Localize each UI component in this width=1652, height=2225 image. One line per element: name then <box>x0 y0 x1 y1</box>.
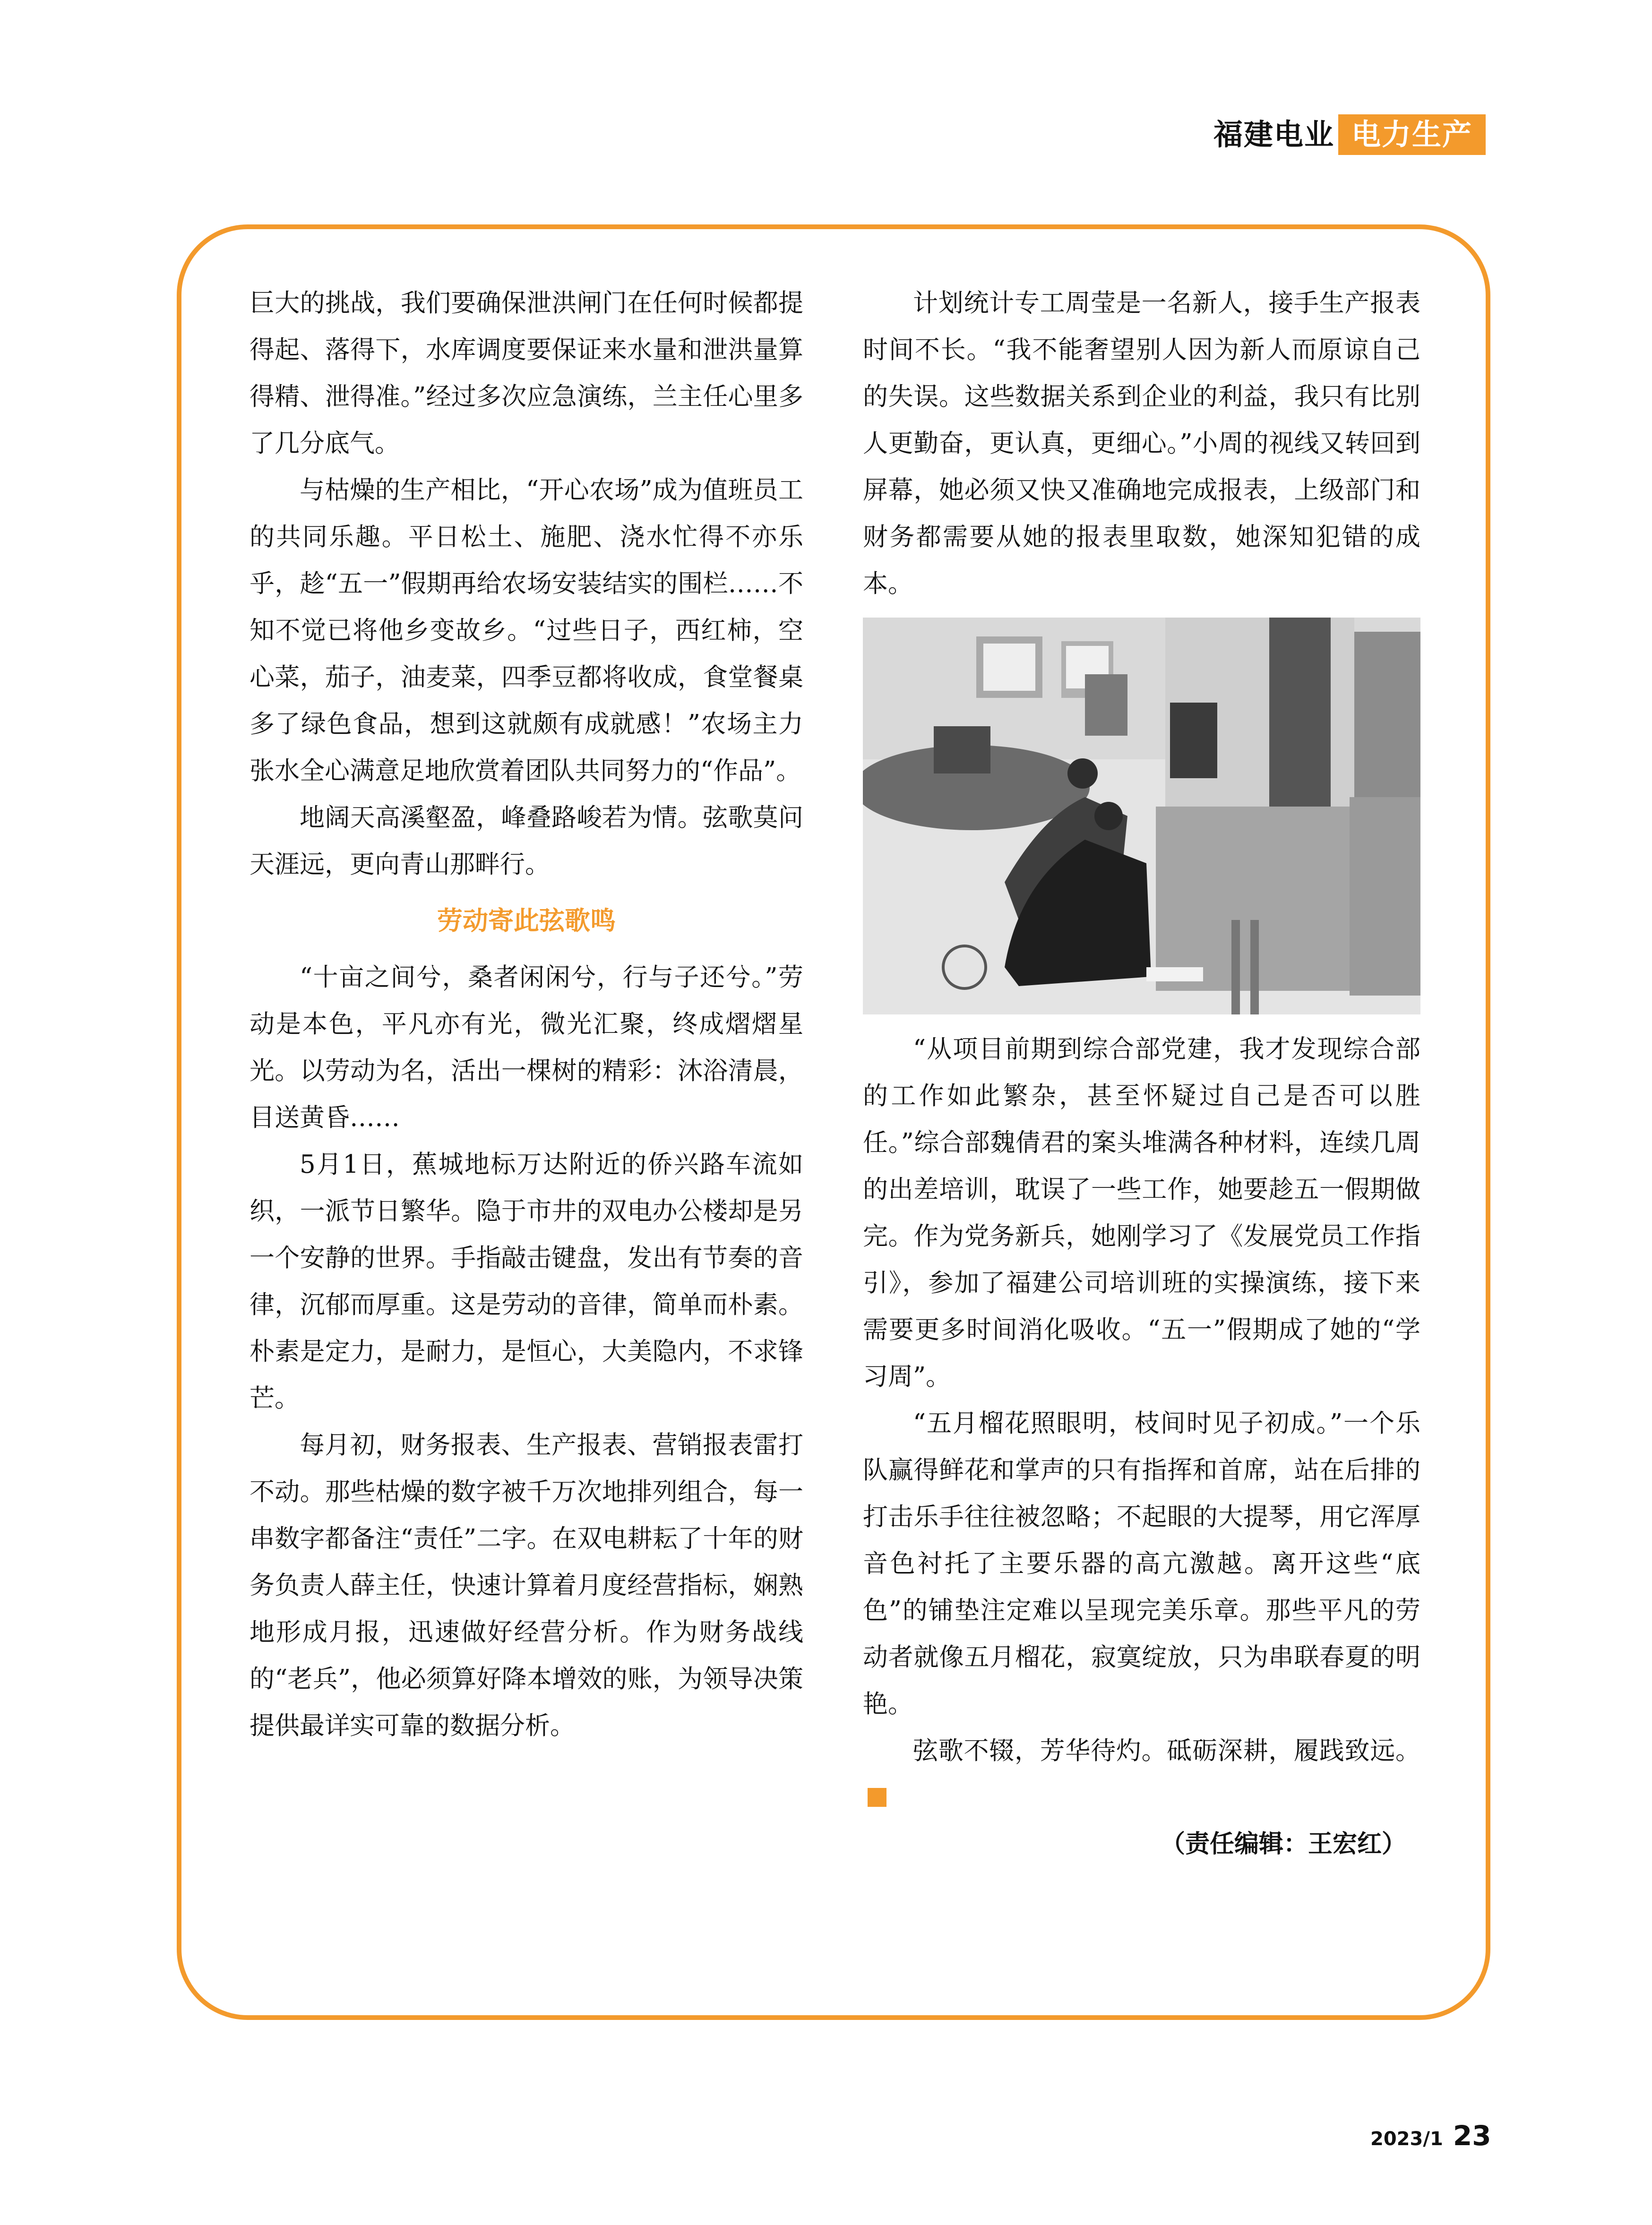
paragraph: “从项目前期到综合部党建，我才发现综合部的工作如此繁杂，甚至怀疑过自己是否可以胜任。”综合部魏倩君的案头堆满各种材料，连续几周的出差培训，耽误了一些工作，她要趁五一假期做完。作为党务新兵，她刚学习了《发展党员工作指引》，参加了福建公司培训班的实操演练，接下来需要更多时间消化吸收。“五一”假期成了她的“学习周”。 <box>863 1035 1420 1391</box>
end-mark-icon <box>868 1788 886 1807</box>
paragraph: 与枯燥的生产相比，“开心农场”成为值班员工的共同乐趣。平日松土、施肥、浇水忙得不亦乐乎，趁“五一”假期再给农场安装结实的围栏……不知不觉已将他乡变故乡。“过些日子，西红柿，空心菜，茄子，油麦菜，四季豆都将收成，食堂餐桌多了绿色食品，想到这就颇有成就感！”农场主力张水全心满意足地欣赏着团队共同努力的“作品”。 <box>250 476 803 785</box>
paragraph-text: 弦歌不辍，芳华待灼。砥砺深耕，履践致远。 <box>913 1736 1420 1765</box>
paragraph: 巨大的挑战，我们要确保泄洪闸门在任何时候都提得起、落得下，水库调度要保证来水量和泄洪量算得精、泄得准。”经过多次应急演练，兰主任心里多了几分底气。 <box>250 289 803 458</box>
paragraph: 5月1日，蕉城地标万达附近的侨兴路车流如织，一派节日繁华。隐于市井的双电办公楼却是另一个安静的世界。手指敲击键盘，发出有节奏的音律，沉郁而厚重。这是劳动的音律，简单而朴素。朴素是定力，是耐力，是恒心，大美隐内，不求锋芒。 <box>250 1150 803 1413</box>
right-column <box>863 280 1420 1868</box>
left-column <box>250 280 803 1749</box>
issue-number: 2023/1 <box>1370 2128 1443 2150</box>
paragraph: “十亩之间兮，桑者闲闲兮，行与子还兮。”劳动是本色，平凡亦有光，微光汇聚，终成熠熠星光。以劳动为名，活出一棵树的精彩：沐浴清晨，目送黄昏…… <box>250 963 803 1132</box>
paragraph: 计划统计专工周莹是一名新人，接手生产报表时间不长。“我不能奢望别人因为新人而原谅自己的失误。这些数据关系到企业的利益，我只有比别人更勤奋，更认真，更细心。”小周的视线又转回到屏幕，她必须又快又准确地完成报表，上级部门和财务都需要从她的报表里取数，她深知犯错的成本。 <box>863 289 1420 598</box>
editor-credit: （责任编辑：王宏红） <box>1160 1830 1406 1858</box>
page-number: 23 <box>1453 2120 1491 2152</box>
section-heading: 劳动寄此弦歌鸣 <box>437 906 616 936</box>
page-footer <box>1370 2117 1491 2155</box>
magazine-name: 福建电业 <box>1213 117 1335 152</box>
paragraph: 地阔天高溪壑盈，峰叠路峻若为情。弦歌莫问天涯远，更向青山那畔行。 <box>250 803 803 879</box>
workers-photo <box>863 618 1420 1014</box>
photo-illustration <box>863 618 1420 1014</box>
paragraph: 每月初，财务报表、生产报表、营销报表雷打不动。那些枯燥的数字被千万次地排列组合，每一串数字都备注“责任”二字。在双电耕耘了十年的财务负责人薛主任，快速计算着月度经营指标，娴熟地形成月报，迅速做好经营分析。作为财务战线的“老兵”，他必须算好降本增效的账，为领导决策提供最详实可靠的数据分析。 <box>250 1431 803 1740</box>
paragraph <box>863 1727 1420 1821</box>
section-label: 电力生产 <box>1338 114 1486 155</box>
paragraph: “五月榴花照眼明，枝间时见子初成。”一个乐队赢得鲜花和掌声的只有指挥和首席，站在后排的打击乐手往往被忽略；不起眼的大提琴，用它浑厚音色衬托了主要乐器的高亢激越。离开这些“底色”的铺垫注定难以呈现完美乐章。那些平凡的劳动者就像五月榴花，寂寞绽放，只为串联春夏的明艳。 <box>863 1409 1420 1718</box>
